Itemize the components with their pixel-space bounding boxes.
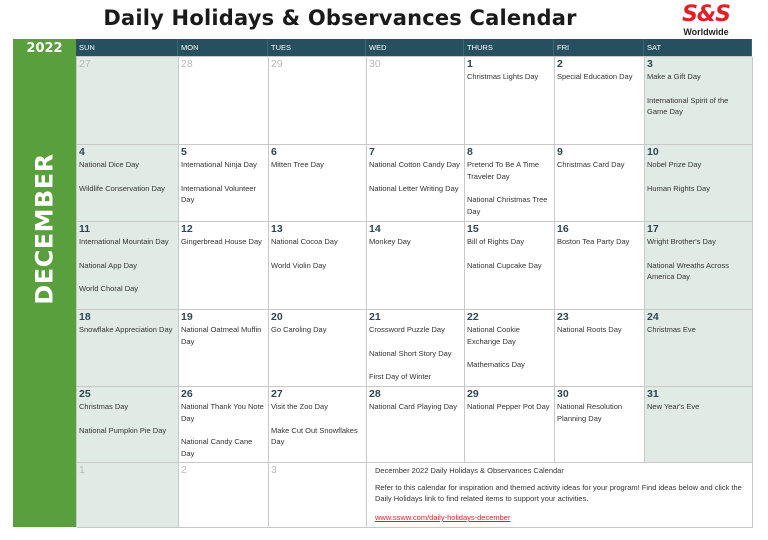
day-number: 18 (79, 311, 91, 323)
day-number: 16 (557, 223, 569, 235)
event-label: Bill of Rights Day (467, 237, 525, 246)
daily-holidays-link[interactable]: www.ssww.com/daily-holidays-december (375, 513, 511, 522)
event-label: National Pumpkin Pie Day (79, 425, 167, 435)
calendar-day-cell[interactable] (555, 57, 645, 145)
calendar-day-cell[interactable] (367, 57, 465, 145)
day-number: 6 (271, 146, 277, 158)
calendar-day-cell[interactable] (555, 387, 645, 463)
day-number: 3 (647, 58, 653, 70)
event-label: Make a Gift Day (647, 72, 701, 81)
day-number: 29 (467, 388, 479, 400)
event-label: Crossword Puzzle Day (369, 325, 445, 334)
event-label: National App Day (79, 260, 137, 270)
info-text: Refer to this calendar for inspiration and themed activity ideas for your program! Find ideas below and click the Daily Holidays link to find related items to support your activities. (375, 483, 742, 503)
day-number: 20 (271, 311, 283, 323)
day-number: 11 (79, 223, 91, 235)
day-number: 12 (181, 223, 193, 235)
day-number: 25 (79, 388, 91, 400)
day-number: 4 (79, 146, 85, 158)
event-label: International Spirit of the Game Day (647, 95, 729, 116)
event-label: International Volunteer Day (181, 183, 257, 204)
calendar-day-cell[interactable] (179, 310, 269, 387)
event-label: National Pepper Pot Day (467, 402, 550, 411)
event-label: Mathematics Day (467, 360, 525, 369)
day-number: 8 (467, 146, 473, 158)
calendar-day-cell[interactable] (179, 57, 269, 145)
calendar-day-cell[interactable] (367, 145, 465, 222)
day-number: 3 (271, 464, 277, 476)
weekday-header-2: TUES (268, 39, 366, 56)
calendar-day-cell[interactable] (555, 222, 645, 310)
calendar-day-cell[interactable] (269, 145, 367, 222)
day-number: 13 (271, 223, 283, 235)
day-number: 29 (271, 58, 283, 70)
day-number: 1 (467, 58, 473, 70)
event-label: Mitten Tree Day (271, 160, 324, 169)
day-number: 14 (369, 223, 381, 235)
info-title: December 2022 Daily Holidays & Observances Calendar (375, 466, 564, 475)
event-label: International Ninja Day (181, 160, 257, 169)
calendar-day-cell[interactable] (555, 310, 645, 387)
event-label: National Dice Day (79, 160, 140, 169)
calendar-day-cell[interactable] (179, 463, 269, 528)
event-label: Visit the Zoo Day (271, 402, 328, 411)
calendar-day-cell[interactable] (77, 57, 179, 145)
calendar-day-cell[interactable] (465, 57, 555, 145)
event-label: Christmas Card Day (557, 160, 625, 169)
day-number: 2 (557, 58, 563, 70)
calendar-day-cell[interactable] (645, 145, 753, 222)
calendar-day-cell[interactable] (645, 222, 753, 310)
calendar-day-cell[interactable] (465, 222, 555, 310)
event-label: Christmas Lights Day (467, 72, 539, 81)
weekday-header-6: SAT (644, 39, 752, 56)
calendar-day-cell[interactable] (269, 222, 367, 310)
event-label: New Year's Eve (647, 402, 700, 411)
calendar-grid (76, 56, 752, 527)
month-label: DECEMBER (31, 153, 59, 305)
day-number: 15 (467, 223, 479, 235)
day-number: 17 (647, 223, 659, 235)
weekday-header-4: THURS (464, 39, 554, 56)
page-title: Daily Holidays & Observances Calendar (103, 6, 577, 30)
calendar-day-cell[interactable] (77, 310, 179, 387)
day-number: 10 (647, 146, 659, 158)
brand-logo (672, 3, 740, 39)
event-label: National Cookie Exchange Day (467, 325, 520, 346)
event-label: Pretend To Be A Time Traveler Day (467, 160, 539, 181)
event-label: First Day of Winter (369, 372, 432, 381)
day-number: 26 (181, 388, 193, 400)
calendar-day-cell[interactable] (555, 145, 645, 222)
calendar-day-cell[interactable] (77, 222, 179, 310)
day-number: 28 (369, 388, 381, 400)
event-label: National Cocoa Day (271, 237, 338, 246)
event-label: National Cotton Candy Day (369, 160, 460, 169)
event-label: National Candy Cane Day (181, 437, 253, 458)
logo-subtitle: Worldwide (683, 27, 729, 37)
calendar-day-cell[interactable] (179, 145, 269, 222)
calendar-day-cell[interactable] (269, 387, 367, 463)
year-label: 2022 (26, 41, 63, 56)
calendar-day-cell[interactable] (269, 463, 367, 528)
event-label: Christmas Eve (647, 325, 696, 334)
calendar-day-cell[interactable] (269, 57, 367, 145)
event-label: Make Cut Out Snowflakes Day (271, 425, 358, 446)
weekday-header-3: WED (366, 39, 464, 56)
day-number: 9 (557, 146, 563, 158)
day-number: 22 (467, 311, 479, 323)
event-label: National Thank You Note Day (181, 402, 264, 423)
day-number: 7 (369, 146, 375, 158)
event-label: Human Rights Day (647, 183, 710, 193)
day-number: 27 (271, 388, 283, 400)
calendar-day-cell[interactable] (645, 387, 753, 463)
event-label: National Short Story Day (369, 348, 452, 358)
info-box (367, 463, 753, 528)
calendar-day-cell[interactable] (367, 310, 465, 387)
event-label: World Choral Day (79, 284, 139, 293)
event-label: Special Education Day (557, 72, 633, 81)
day-number: 30 (369, 58, 381, 70)
calendar-day-cell[interactable] (179, 387, 269, 463)
month-sidebar (13, 39, 76, 527)
day-number: 27 (79, 58, 91, 70)
day-number: 5 (181, 146, 187, 158)
event-label: National Resolution Planning Day (557, 402, 623, 423)
weekday-header-0: SUN (76, 39, 178, 56)
weekday-header (76, 39, 752, 56)
event-label: National Wreaths Across America Day (647, 260, 729, 281)
day-number: 2 (181, 464, 187, 476)
event-label: Wildlife Conservation Day (79, 183, 165, 193)
logo-mark: S&S (682, 2, 730, 27)
event-label: Nobel Prize Day (647, 160, 702, 169)
calendar-day-cell[interactable] (465, 387, 555, 463)
event-label: International Mountain Day (79, 237, 169, 246)
day-number: 21 (369, 311, 381, 323)
day-number: 28 (181, 58, 193, 70)
weekday-header-5: FRI (554, 39, 644, 56)
event-label: National Card Playing Day (369, 402, 457, 411)
calendar-day-cell[interactable] (645, 57, 753, 145)
calendar-day-cell[interactable] (465, 310, 555, 387)
calendar-day-cell[interactable] (77, 145, 179, 222)
event-label: Christmas Day (79, 402, 129, 411)
calendar-day-cell[interactable] (269, 310, 367, 387)
calendar-day-cell[interactable] (77, 463, 179, 528)
calendar-day-cell[interactable] (77, 387, 179, 463)
calendar-day-cell[interactable] (465, 145, 555, 222)
day-number: 24 (647, 311, 659, 323)
day-number: 23 (557, 311, 569, 323)
event-label: National Christmas Tree Day (467, 195, 548, 216)
event-label: Wright Brother's Day (647, 237, 716, 246)
event-label: National Oatmeal Muffin Day (181, 325, 262, 346)
weekday-header-1: MON (178, 39, 268, 56)
event-label: Boston Tea Party Day (557, 237, 630, 246)
event-label: World Violin Day (271, 260, 327, 270)
event-label: Monkey Day (369, 237, 411, 246)
event-label: National Letter Writing Day (369, 183, 459, 193)
event-label: National Roots Day (557, 325, 622, 334)
calendar-day-cell[interactable] (645, 310, 753, 387)
event-label: Snowflake Appreciation Day (79, 325, 173, 334)
event-label: Gingerbread House Day (181, 237, 262, 246)
day-number: 19 (181, 311, 193, 323)
day-number: 1 (79, 464, 85, 476)
month-label-wrap (31, 153, 59, 305)
calendar-day-cell[interactable] (367, 222, 465, 310)
day-number: 30 (557, 388, 569, 400)
day-number: 31 (647, 388, 659, 400)
calendar-day-cell[interactable] (367, 387, 465, 463)
event-label: National Cupcake Day (467, 260, 542, 270)
event-label: Go Caroling Day (271, 325, 327, 334)
calendar-day-cell[interactable] (179, 222, 269, 310)
